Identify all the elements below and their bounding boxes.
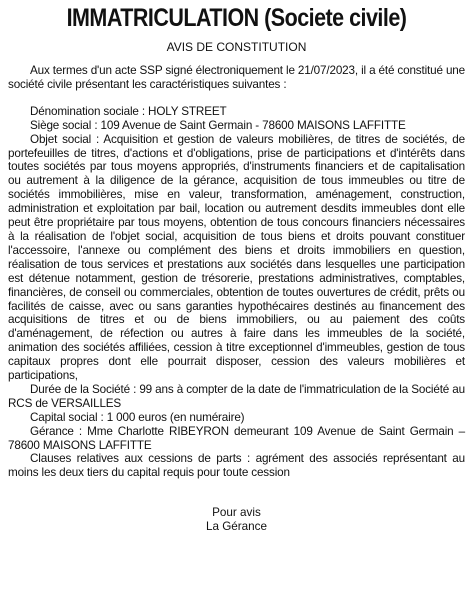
duree-paragraph: Durée de la Société : 99 ans à compter de la date de l'immatriculation de la Société au RCS de VERSAILLES	[8, 382, 465, 410]
gerance-paragraph: Gérance : Mme Charlotte RIBEYRON demeurant 109 Avenue de Saint Germain – 78600 MAISONS LAFFITTE	[8, 424, 465, 452]
objet-paragraph: Objet social : Acquisition et gestion de valeurs mobilières, de titres de sociétés, de portefeuilles de titres, d'actions et d'obligations, prise de participations et d'intérêts dans toutes sociétés par tous moyens appropriés, d'instruments financiers et de capitalisation ou autrement à la diligence de la gérance, acquisition de tous immeubles ou titre de sociétés immobilières, mise en valeur, transformation, aménagement, construction, administration et exploitation par bail, location ou autrement desdits immeubles dont elle peut être propriétaire par tous moyens, obtention de tous concours financiers nécessaires à la réalisation de l'objet social, acquisition de tous biens et droits pouvant constituer l'accessoire, l'annexe ou complément des biens et droits immobiliers en question, réalisation de tous services et prestations aux sociétés dans lesquelles une participation est détenue notamment, gestion de trésorerie, prestations administratives, comptables, financières, de conseil ou commerciales, obtention de toutes ouvertures de crédit, prêts ou facilités de caisse, avec ou sans garanties hypothécaires destinés au financement des acquisitions de titres et ou de biens immobiliers, ou au paiement des coûts d'aménagement, de réfection ou autres à faire dans les immeubles de la société, animation des sociétés affiliées, cession à titre exceptionnel d'immeubles, gestion de tous capitaux propres dont elle pourrait disposer, cession des valeurs mobilières et participations,	[8, 132, 465, 383]
notice-subtitle: AVIS DE CONSTITUTION	[166, 40, 307, 54]
legal-notice	[8, 4, 465, 534]
signature-block	[8, 506, 465, 534]
denomination-line: Dénomination sociale : HOLY STREET	[30, 104, 227, 118]
signature-gerance: La Gérance	[205, 520, 268, 534]
notice-title: IMMATRICULATION (Societe civile)	[66, 4, 407, 32]
capital-line: Capital social : 1 000 euros (en numéraire)	[30, 410, 245, 424]
paragraph-gap	[8, 92, 465, 105]
intro-paragraph: Aux termes d'un acte SSP signé électroniquement le 21/07/2023, il a été constitué une société civile présentant les caractéristiques suivantes :	[8, 64, 465, 91]
siege-line: Siège social : 109 Avenue de Saint Germain - 78600 MAISONS LAFFITTE	[30, 118, 406, 132]
signature-pour-avis: Pour avis	[212, 506, 261, 520]
clauses-paragraph: Clauses relatives aux cessions de parts : agrément des associés représentant au moins les deux tiers du capital requis pour toute cession	[8, 452, 465, 480]
